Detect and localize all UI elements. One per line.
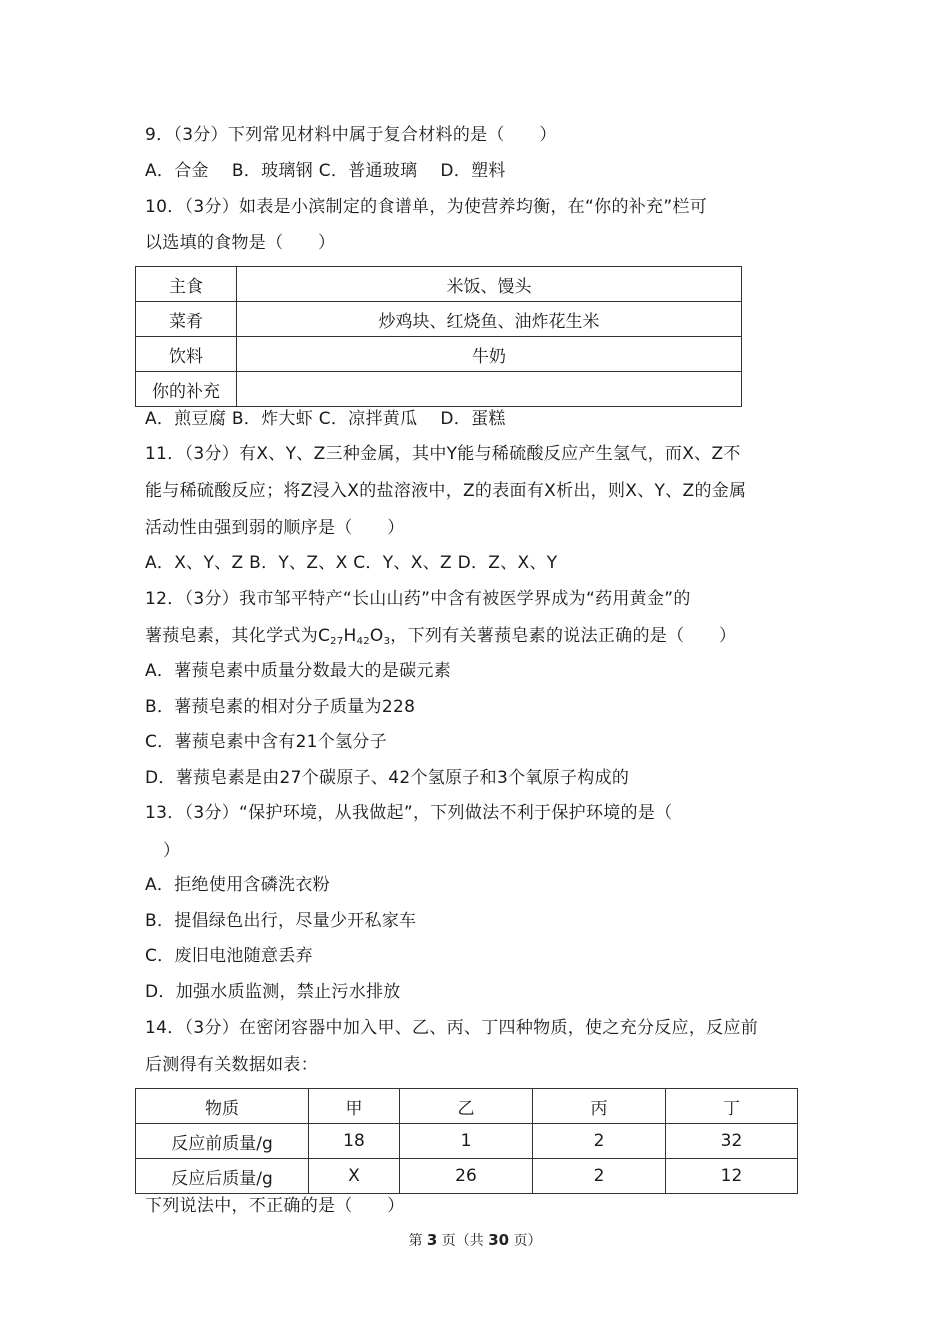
table-cell: 主食 bbox=[136, 267, 237, 302]
q10-stem-line1: 10．（3分）如表是小滨制定的食谱单，为使营养均衡，在“你的补充”栏可 bbox=[145, 197, 708, 217]
q9-options: A．合金 B．玻璃钢 C．普通玻璃 D．塑料 bbox=[145, 161, 506, 181]
footer-suffix: 页） bbox=[513, 1233, 542, 1249]
table-cell: X bbox=[309, 1159, 400, 1194]
table-cell: 反应前质量/g bbox=[136, 1124, 309, 1159]
page-footer bbox=[0, 1230, 950, 1250]
table-cell: 反应后质量/g bbox=[136, 1159, 309, 1194]
table-cell: 2 bbox=[533, 1124, 666, 1159]
q14-stem-line2: 后测得有关数据如表： bbox=[145, 1055, 318, 1075]
table-header-row bbox=[136, 1089, 798, 1124]
q11-options: A．X、Y、Z B．Y、Z、X C．Y、X、Z D．Z、X、Y bbox=[145, 553, 558, 573]
footer-page-number: 3 bbox=[426, 1231, 438, 1249]
q13-option-c: C．废旧电池随意丢弃 bbox=[145, 946, 313, 966]
q13-stem-line1: 13．（3分）“保护环境，从我做起”，下列做法不利于保护环境的是（ bbox=[145, 803, 673, 823]
q13-option-b: B．提倡绿色出行，尽量少开私家车 bbox=[145, 911, 417, 931]
table-cell: 12 bbox=[666, 1159, 798, 1194]
table-cell: 牛奶 bbox=[237, 337, 742, 372]
table-cell: 18 bbox=[309, 1124, 400, 1159]
table-cell: 1 bbox=[400, 1124, 533, 1159]
formula-element: O bbox=[369, 626, 384, 646]
table-cell: 米饭、馒头 bbox=[237, 267, 742, 302]
q10-options: A．煎豆腐 B．炸大虾 C．凉拌黄瓜 D．蛋糕 bbox=[145, 409, 506, 429]
table-header-cell: 丁 bbox=[666, 1089, 798, 1124]
footer-total-pages: 30 bbox=[488, 1231, 510, 1249]
table-cell bbox=[237, 372, 742, 407]
q12-stem-part-b: ，下列有关薯蓣皂素的说法正确的是（ ） bbox=[390, 626, 737, 646]
q13-option-d: D．加强水质监测，禁止污水排放 bbox=[145, 982, 401, 1002]
table-row bbox=[136, 267, 742, 302]
table-header-cell: 丙 bbox=[533, 1089, 666, 1124]
q11-stem-line2: 能与稀硫酸反应；将Z浸入X的盐溶液中，Z的表面有X析出，则X、Y、Z的金属 bbox=[145, 481, 747, 501]
q13-option-a: A．拒绝使用含磷洗衣粉 bbox=[145, 875, 330, 895]
q11-stem-line3: 活动性由强到弱的顺序是（ ） bbox=[145, 518, 405, 538]
table-cell: 饮料 bbox=[136, 337, 237, 372]
table-cell: 26 bbox=[400, 1159, 533, 1194]
table-header-cell: 物质 bbox=[136, 1089, 309, 1124]
menu-table bbox=[135, 266, 742, 407]
table-header-cell: 甲 bbox=[309, 1089, 400, 1124]
reaction-data-table bbox=[135, 1088, 798, 1194]
table-row bbox=[136, 337, 742, 372]
formula-subscript: 27 bbox=[330, 636, 344, 647]
formula-element: H bbox=[343, 626, 357, 646]
formula-subscript: 42 bbox=[356, 636, 370, 647]
q10-stem-line2: 以选填的食物是（ ） bbox=[145, 233, 336, 253]
q12-stem-line2 bbox=[145, 625, 736, 647]
q12-option-a: A．薯蓣皂素中质量分数最大的是碳元素 bbox=[145, 661, 452, 681]
q14-after-table: 下列说法中，不正确的是（ ） bbox=[145, 1196, 405, 1216]
q12-stem-line1: 12．（3分）我市邹平特产“长山山药”中含有被医学界成为“药用黄金”的 bbox=[145, 589, 691, 609]
footer-prefix: 第 bbox=[408, 1233, 423, 1249]
table-row bbox=[136, 1159, 798, 1194]
q12-stem-part-a: 薯蓣皂素，其化学式为C bbox=[145, 626, 331, 646]
table-cell: 2 bbox=[533, 1159, 666, 1194]
q12-option-d: D．薯蓣皂素是由27个碳原子、42个氢原子和3个氧原子构成的 bbox=[145, 768, 630, 788]
table-row bbox=[136, 372, 742, 407]
footer-middle: 页（共 bbox=[441, 1233, 484, 1249]
q12-option-b: B．薯蓣皂素的相对分子质量为228 bbox=[145, 697, 416, 717]
q12-option-c: C．薯蓣皂素中含有21个氢分子 bbox=[145, 732, 388, 752]
table-row bbox=[136, 302, 742, 337]
table-cell: 32 bbox=[666, 1124, 798, 1159]
q14-stem-line1: 14．（3分）在密闭容器中加入甲、乙、丙、丁四种物质，使之充分反应，反应前 bbox=[145, 1018, 759, 1038]
table-cell: 菜肴 bbox=[136, 302, 237, 337]
table-cell: 炒鸡块、红烧鱼、油炸花生米 bbox=[237, 302, 742, 337]
formula-subscript: 3 bbox=[383, 636, 391, 647]
table-cell: 你的补充 bbox=[136, 372, 237, 407]
q11-stem-line1: 11．（3分）有X、Y、Z三种金属，其中Y能与稀硫酸反应产生氢气，而X、Z不 bbox=[145, 444, 741, 464]
q13-stem-line2: ） bbox=[163, 841, 181, 861]
q9-stem: 9．（3分）下列常见材料中属于复合材料的是（ ） bbox=[145, 125, 557, 145]
table-header-cell: 乙 bbox=[400, 1089, 533, 1124]
table-row bbox=[136, 1124, 798, 1159]
